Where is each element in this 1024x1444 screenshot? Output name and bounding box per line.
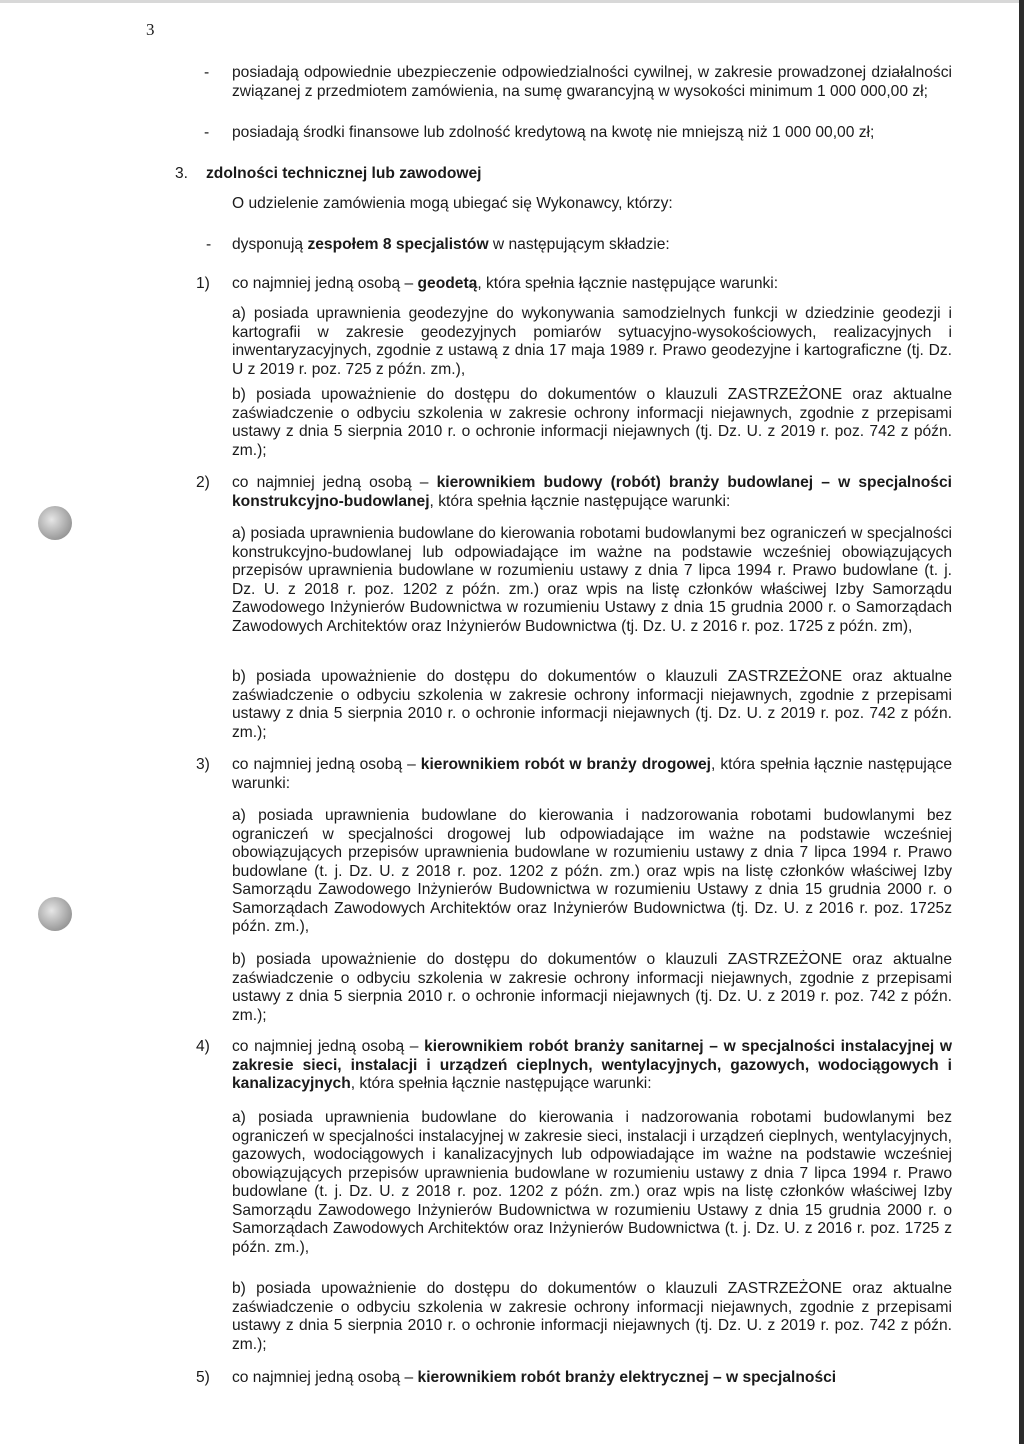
list-item-text: posiadają środki finansowe lub zdolność kredytową na kwotę nie mniejszą niż 1 000 00,00 zł; — [232, 124, 875, 141]
section-heading: zdolności technicznej lub zawodowej — [206, 165, 482, 182]
condition-a: a) posiada uprawnienia budowlane do kierowania i nadzorowania robotami budowlanymi bez ograniczeń w specjalności instalacyjnej w zakresie sieci, instalacji i urządzeń cieplnych, wentylacyjnych, gazowych, wodociągowych i kanalizacyjnych lub odpowiadające im ważne na podstawie wcześniej obowiązujących przepisów uprawnienia budowlane w rozumieniu ustawy z dnia 7 lipca 1994 r. Prawo budowlane (t. j. Dz. U. z 2018 r. poz. 1202 z późn. zm.) oraz wpis na listę członków właściwej Izby Samorządu Zawodowego Inżynierów Budownictwa w rozumieniu Ustawy z dnia 15 grudnia 2000 r. o Samorządach Zawodowych Architektów oraz Inżynierów Budownictwa (t. j. Dz. U. z 2016 r. poz. 1725 z późn. zm.), — [232, 1109, 952, 1256]
list-item — [204, 124, 972, 143]
item-lead: co najmniej jedną osobą – kierownikiem robót w branży drogowej, która spełnia łącznie następujące warunki: — [232, 756, 952, 792]
list-item — [204, 64, 952, 101]
item-number: 5) — [196, 1369, 210, 1386]
list-marker: - — [204, 124, 210, 141]
punch-hole — [38, 506, 72, 540]
punch-hole — [38, 897, 72, 931]
condition-b: b) posiada upoważnienie do dostępu do dokumentów o klauzuli ZASTRZEŻONE oraz aktualne zaświadczenie o odbyciu szkolenia w zakresie ochrony informacji niejawnych, zgodnie z przepisami ustawy z dnia 5 sierpnia 2010 r. o ochronie informacji niejawnych (tj. Dz. U. z 2019 r. poz. 742 z późn. zm.); — [232, 386, 952, 459]
condition-a: a) posiada uprawnienia budowlane do kierowania robotami budowlanymi bez ograniczeń w specjalności konstrukcyjno-budowlanej lub odpowiadające im ważne na podstawie wcześniej obowiązujących przepisów uprawnienia budowlane w rozumieniu ustawy z dnia 7 lipca 1994 r. Prawo budowlane (t. j. Dz. U. z 2018 r. poz. 1202 z późn. zm.) oraz wpis na listę członków właściwej Izby Samorządu Zawodowego Inżynierów Budownictwa w rozumieniu Ustawy z dnia 15 grudnia 2000 r. o Samorządach Zawodowych Architektów oraz Inżynierów Budownictwa (tj. Dz. U. z 2016 r. poz. 1725 z późn. zm), — [232, 525, 952, 635]
list-marker: - — [204, 64, 210, 81]
page-number: 3 — [146, 20, 155, 39]
scan-right-edge — [1019, 0, 1024, 1444]
condition-a: a) posiada uprawnienia geodezyjne do wykonywania samodzielnych funkcji w dziedzinie geodezji i kartografii w zakresie geodezyjnych pomiarów sytuacyjno-wysokościowych, realizacyjnych i inwentaryzacyjnych, zgodnie z ustawą z dnia 17 maja 1989 r. Prawo geodezyjne i kartograficzne (tj. Dz. U z 2019 r. poz. 725 z późn. zm.), — [232, 305, 952, 378]
list-item-text: posiadają odpowiednie ubezpieczenie odpowiedzialności cywilnej, w zakresie prowadzonej działalności związanej z przedmiotem zamówienia, na sumę gwarancyjną w wysokości minimum 1 000 000,00 zł; — [232, 64, 952, 100]
item-number: 3) — [196, 756, 210, 773]
item-number: 2) — [196, 474, 210, 491]
list-marker: - — [206, 236, 212, 253]
team-line: dysponują zespołem 8 specjalistów w następującym składzie: — [232, 236, 670, 253]
condition-a: a) posiada uprawnienia budowlane do kierowania i nadzorowania robotami budowlanymi bez ograniczeń w specjalności drogowej lub odpowiadające im ważne na podstawie wcześniej obowiązujących przepisów uprawnienia budowlane w rozumieniu ustawy z dnia 7 lipca 1994 r. Prawo budowlane (t. j. Dz. U. z 2018 r. poz. 1202 z późn. zm.) oraz wpis na listę członków właściwej Izby Samorządu Zawodowego Inżynierów Budownictwa w rozumieniu Ustawy z dnia 15 grudnia 2000 r. o Samorządach Zawodowych Architektów oraz Inżynierów Budownictwa (tj. Dz. U. z 2016 r. poz. 1725z późn. zm.), — [232, 807, 952, 935]
team-size: zespołem 8 specjalistów — [307, 236, 489, 253]
scan-top-edge — [0, 0, 1024, 3]
condition-b: b) posiada upoważnienie do dostępu do dokumentów o klauzuli ZASTRZEŻONE oraz aktualne zaświadczenie o odbyciu szkolenia w zakresie ochrony informacji niejawnych, zgodnie z przepisami ustawy z dnia 5 sierpnia 2010 r. o ochronie informacji niejawnych (tj. Dz. U. z 2019 r. poz. 742 z późn. zm.); — [232, 668, 952, 741]
condition-b: b) posiada upoważnienie do dostępu do dokumentów o klauzuli ZASTRZEŻONE oraz aktualne zaświadczenie o odbyciu szkolenia w zakresie ochrony informacji niejawnych, zgodnie z przepisami ustawy z dnia 5 sierpnia 2010 r. o ochronie informacji niejawnych (tj. Dz. U. z 2019 r. poz. 742 z późn. zm.); — [232, 951, 952, 1024]
item-lead: co najmniej jedną osobą – kierownikiem robót branży elektrycznej – w specjalności — [232, 1369, 837, 1386]
section-number: 3. — [175, 165, 189, 182]
section-intro: O udzielenie zamówienia mogą ubiegać się Wykonawcy, którzy: — [232, 195, 673, 212]
condition-b: b) posiada upoważnienie do dostępu do dokumentów o klauzuli ZASTRZEŻONE oraz aktualne zaświadczenie o odbyciu szkolenia w zakresie ochrony informacji niejawnych, zgodnie z przepisami ustawy z dnia 5 sierpnia 2010 r. o ochronie informacji niejawnych (tj. Dz. U. z 2019 r. poz. 742 z późn. zm.); — [232, 1280, 952, 1353]
item-lead: co najmniej jedną osobą – kierownikiem robót branży sanitarnej – w specjalności instalacyjnej w zakresie sieci, instalacji i urządzeń cieplnych, wentylacyjnych, gazowych, wodociągowych i kanalizacyjnych, która spełnia łącznie następujące warunki: — [232, 1038, 952, 1092]
item-number: 4) — [196, 1038, 210, 1055]
item-number: 1) — [196, 275, 210, 292]
item-lead: co najmniej jedną osobą – kierownikiem budowy (robót) branży budowlanej – w specjalności konstrukcyjno-budowlanej, która spełnia łącznie następujące warunki: — [232, 474, 952, 510]
item-lead: co najmniej jedną osobą – geodetą, która spełnia łącznie następujące warunki: — [232, 275, 779, 292]
